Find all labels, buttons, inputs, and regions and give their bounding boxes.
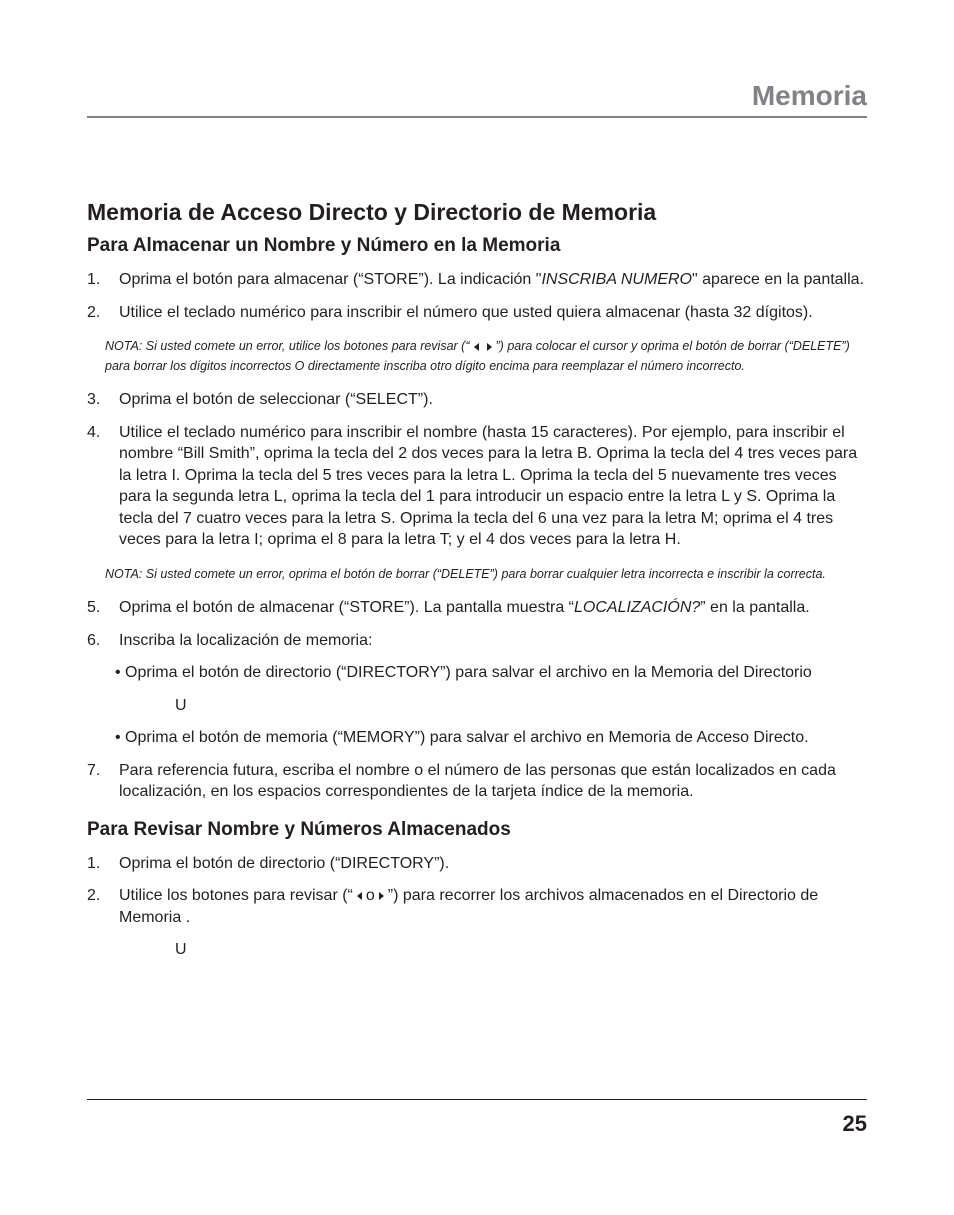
step-text: Oprima el botón de seleccionar (“SELECT”). — [119, 391, 433, 408]
list-item — [87, 885, 867, 928]
footer-rule — [87, 1099, 867, 1100]
step-number: 1. — [87, 271, 101, 288]
note: NOTA: Si usted comete un error, utilice los botones para revisar (“ ”) para colocar el cursor y oprima el botón de borrar (“DELETE”) para borrar los dígitos incorrectos O directamente inscriba otro dígito encima para reemplazar el número incorrecto. — [105, 339, 850, 373]
page-header-title: Memoria — [751, 80, 867, 111]
list-item — [87, 269, 867, 291]
right-arrow-icon — [379, 892, 384, 900]
step-number: 4. — [87, 423, 101, 441]
list-item — [87, 389, 867, 411]
step-text: Para referencia futura, escriba el nombre o el número de las personas que están localizados en cada localización, en los espacios correspondientes de la tarjeta índice de la memoria. — [119, 761, 836, 800]
step-number: 2. — [87, 887, 101, 904]
step-text: Utilice los botones para revisar (“ o ”) para recorrer los archivos almacenados en el Directorio de Memoria . — [119, 887, 819, 926]
review-heading: Para Revisar Nombre y Números Almacenados — [87, 818, 511, 840]
section-title: Memoria de Acceso Directo y Directorio de Memoria — [87, 199, 657, 225]
bullet-item: • Oprima el botón de memoria (“MEMORY”) para salvar el archivo en Memoria de Acceso Directo. — [115, 729, 809, 746]
step-number: 2. — [87, 303, 101, 321]
step-number: 1. — [87, 854, 101, 872]
step-number: 3. — [87, 391, 101, 408]
or-marker: U — [175, 941, 187, 958]
bullet-item: • Oprima el botón de directorio (“DIRECTORY”) para salvar el archivo en la Memoria del Directorio — [115, 664, 812, 681]
list-item — [87, 630, 867, 652]
list-item — [87, 422, 867, 551]
left-arrow-icon — [357, 892, 362, 900]
header-rule — [87, 116, 867, 118]
step-text: Oprima el botón de almacenar (“STORE”). La pantalla muestra “LOCALIZACIÓN?” en la pantalla. — [119, 599, 810, 616]
note: NOTA: Si usted comete un error, oprima el botón de borrar (“DELETE”) para borrar cualquier letra incorrecta e inscribir la correcta. — [105, 566, 826, 581]
step-number: 5. — [87, 599, 101, 616]
step-text: Oprima el botón para almacenar (“STORE”). La indicación "INSCRIBA NUMERO" aparece en la pantalla. — [119, 271, 865, 288]
store-heading: Para Almacenar un Nombre y Número en la Memoria — [87, 235, 561, 256]
page-content — [87, 197, 867, 972]
page-number: 25 — [842, 1111, 867, 1136]
step-number: 6. — [87, 631, 101, 649]
list-item — [87, 853, 867, 875]
right-arrow-icon — [487, 343, 492, 351]
step-number: 7. — [87, 761, 101, 779]
list-item — [87, 760, 867, 803]
step-text: Inscriba la localización de memoria: — [119, 631, 373, 649]
list-item — [87, 302, 867, 324]
left-arrow-icon — [474, 343, 479, 351]
or-marker: U — [175, 696, 187, 714]
step-text: Oprima el botón de directorio (“DIRECTORY”). — [119, 854, 450, 872]
list-item — [87, 597, 867, 619]
step-text: Utilice el teclado numérico para inscribir el número que usted quiera almacenar (hasta 32 dígitos). — [119, 303, 813, 321]
step-text: Utilice el teclado numérico para inscribir el nombre (hasta 15 caracteres). Por ejemplo, para inscribir el nombre “Bill Smith”, oprima la tecla del 2 dos veces para la letra B. Oprima la tecla del 4 tres veces para la letra I. Oprima la tecla del 5 tres veces para la letra L. Oprima la tecla del 5 nuevamente tres veces para la segunda letra L, oprima la tecla del 1 para introducir un espacio entre la letra L y S. Oprima la tecla del 7 cuatro veces para la letra S. Oprima la tecla del 6 una vez para la letra M; oprima el 4 tres veces para la letra I; oprima el 8 para la letra T; y el 4 dos veces para la letra H. — [119, 423, 858, 548]
